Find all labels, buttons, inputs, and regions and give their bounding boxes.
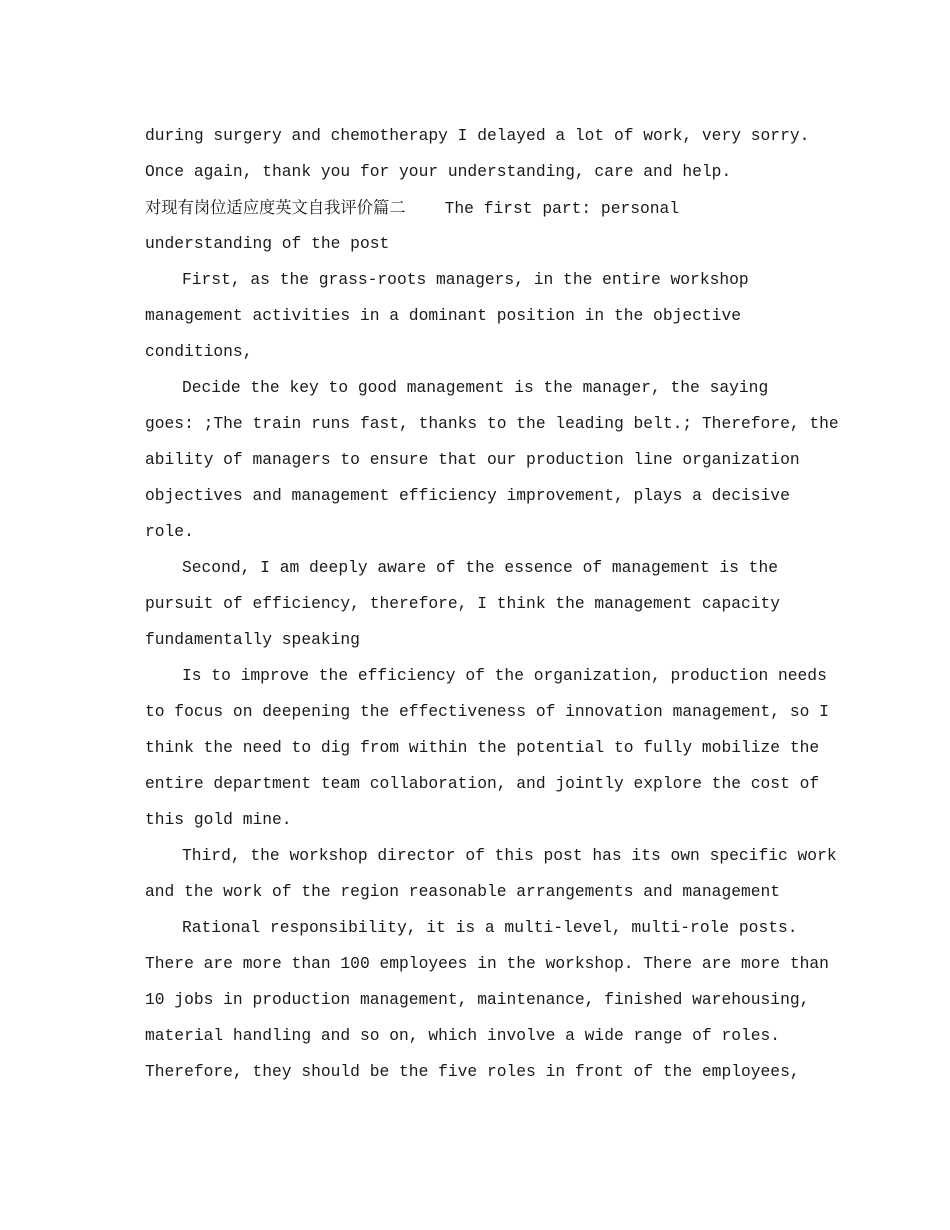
text-line: during surgery and chemotherapy I delayed a lot of work, very sorry.: [145, 126, 810, 145]
text-line: pursuit of efficiency, therefore, I think the management capacity: [145, 594, 781, 613]
text-line: Once again, thank you for your understanding, care and help.: [145, 162, 732, 181]
section-heading-en: The first part: personal: [444, 199, 680, 218]
text-line: entire department team collaboration, and jointly explore the cost of: [145, 774, 820, 793]
text-line: management activities in a dominant position in the objective: [145, 306, 741, 325]
section-heading-spacer: [406, 199, 445, 218]
text-line: this gold mine.: [145, 810, 292, 829]
text-line: conditions,: [145, 342, 253, 361]
text-line: Therefore, they should be the five roles in front of the employees,: [145, 1062, 800, 1081]
text-line: fundamentally speaking: [145, 630, 360, 649]
text-line: ability of managers to ensure that our production line organization: [145, 450, 800, 469]
text-line: There are more than 100 employees in the workshop. There are more than: [145, 954, 829, 973]
section-heading-cn: 对现有岗位适应度英文自我评价篇二: [145, 198, 406, 217]
paragraph-start-line: Second, I am deeply aware of the essence of management is the: [182, 558, 778, 577]
document-body: [145, 118, 839, 1090]
paragraph-start-line: Is to improve the efficiency of the organization, production needs: [182, 666, 827, 685]
text-line: goes: ;The train runs fast, thanks to the leading belt.; Therefore, the: [145, 414, 839, 433]
text-line: understanding of the post: [145, 234, 390, 253]
text-line: think the need to dig from within the potential to fully mobilize the: [145, 738, 820, 757]
paragraph-start-line: First, as the grass-roots managers, in the entire workshop: [182, 270, 749, 289]
text-line: role.: [145, 522, 194, 541]
text-line: objectives and management efficiency improvement, plays a decisive: [145, 486, 790, 505]
paragraph-start-line: Third, the workshop director of this post has its own specific work: [182, 846, 837, 865]
text-line: and the work of the region reasonable arrangements and management: [145, 882, 781, 901]
paragraph-start-line: Rational responsibility, it is a multi-level, multi-role posts.: [182, 918, 798, 937]
section-heading-line: [145, 190, 825, 226]
text-line: 10 jobs in production management, maintenance, finished warehousing,: [145, 990, 810, 1009]
paragraph-start-line: Decide the key to good management is the manager, the saying: [182, 378, 769, 397]
text-line: to focus on deepening the effectiveness of innovation management, so I: [145, 702, 829, 721]
text-line: material handling and so on, which involve a wide range of roles.: [145, 1026, 781, 1045]
